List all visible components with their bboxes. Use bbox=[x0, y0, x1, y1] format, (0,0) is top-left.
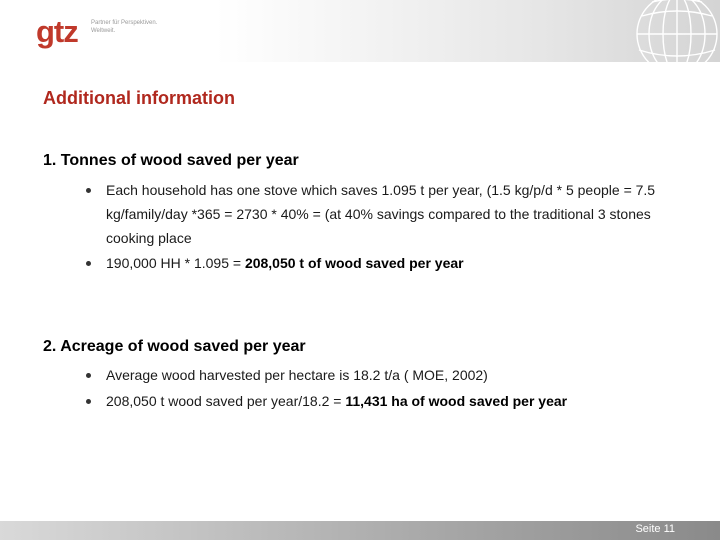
bullet-dot bbox=[86, 188, 91, 193]
footer-bar bbox=[0, 521, 720, 540]
header-bar bbox=[0, 0, 720, 62]
item-text: 208,050 t wood saved per year/18.2 = bbox=[106, 393, 346, 409]
gtz-logo: gtz bbox=[36, 14, 78, 49]
item-emphasis: 11,431 ha of wood saved per year bbox=[345, 393, 568, 409]
bullet-dot bbox=[86, 373, 91, 378]
section-2-item-1: Average wood harvested per hectare is 18.2 t/a ( MOE, 2002) bbox=[106, 367, 488, 383]
bullet-dot bbox=[86, 399, 91, 404]
section-2-heading: 2. Acreage of wood saved per year bbox=[43, 338, 306, 355]
bullet-dot bbox=[86, 261, 91, 266]
section-1-heading: 1. Tonnes of wood saved per year bbox=[43, 152, 299, 169]
section-1-item-1: Each household has one stove which saves 1.095 t per year, (1.5 kg/p/d * 5 people = 7.5 kg/family/day *365 = 2730 * 40% = (at 40% savings compared to the traditional 3 stones cooking place bbox=[106, 182, 656, 246]
slogan-line-2: Weltweit. bbox=[91, 28, 116, 34]
page-number: Seite 11 bbox=[635, 523, 675, 535]
section-1-item-2 bbox=[106, 251, 666, 275]
logo-slogan bbox=[91, 19, 181, 35]
item-emphasis: 208,050 t of wood saved per year bbox=[244, 255, 464, 271]
section-2-item-2 bbox=[106, 389, 666, 413]
slide-title: Additional information bbox=[43, 88, 235, 108]
globe-icon bbox=[622, 0, 720, 62]
slogan-line-1: Partner für Perspektiven. bbox=[91, 20, 158, 26]
item-text: 190,000 HH * 1.095 = bbox=[106, 255, 245, 271]
